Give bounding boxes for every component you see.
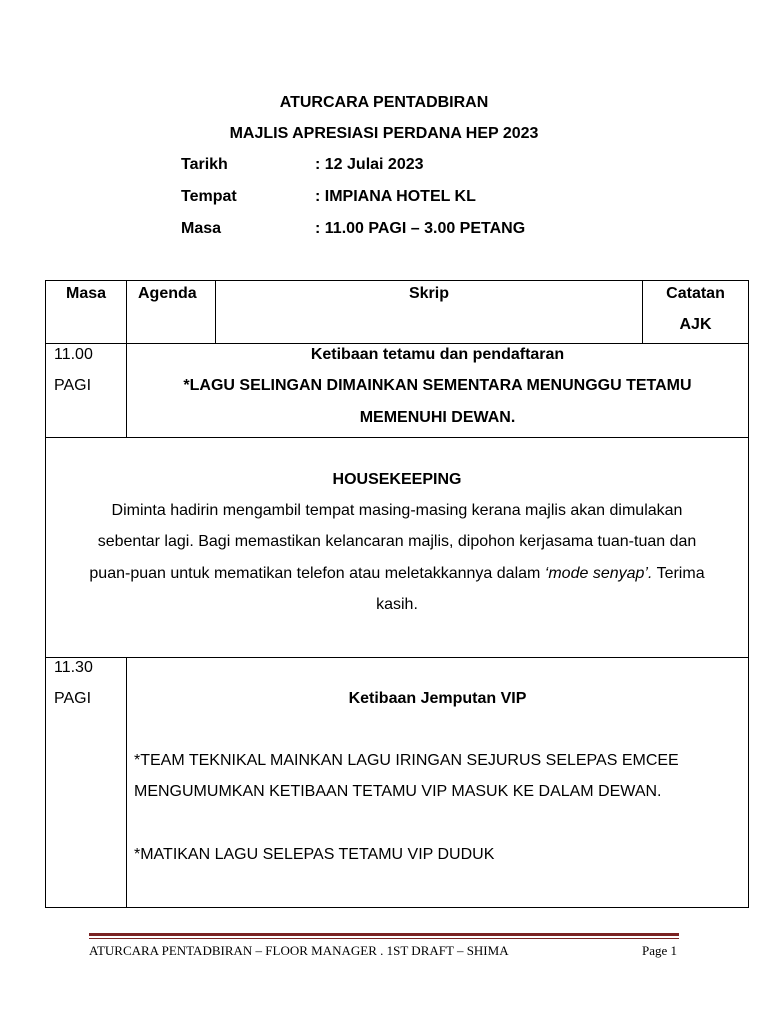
row1-period: PAGI bbox=[54, 377, 92, 394]
venue-label: Tempat bbox=[181, 188, 237, 205]
time-value: : 11.00 PAGI – 3.00 PETANG bbox=[315, 220, 526, 237]
row1-note-line1: *LAGU SELINGAN DIMAINKAN SEMENTARA MENUNGGU TETAMU bbox=[183, 377, 692, 394]
housekeeping-line3: puan-puan untuk mematikan telefon atau meletakkannya dalam ‘mode senyap’. Terima bbox=[89, 565, 705, 582]
housekeeping-line2: sebentar lagi. Bagi memastikan kelancaran majlis, dipohon kerjasama tuan-tuan dan bbox=[97, 533, 697, 550]
row1-time: 11.00 bbox=[54, 346, 93, 363]
row1-heading: Ketibaan tetamu dan pendaftaran bbox=[310, 346, 565, 363]
time-label: Masa bbox=[181, 220, 222, 237]
column-header-catatan: Catatan AJK bbox=[642, 280, 749, 344]
footer-document-label: ATURCARA PENTADBIRAN – FLOOR MANAGER . 1ST DRAFT – SHIMA bbox=[89, 943, 509, 958]
row2-period: PAGI bbox=[54, 690, 92, 707]
column-header-masa: Masa bbox=[45, 280, 126, 344]
row2-time: 11.30 bbox=[54, 659, 93, 676]
date-label: Tarikh bbox=[181, 156, 228, 173]
housekeeping-heading: HOUSEKEEPING bbox=[332, 471, 462, 488]
housekeeping-line1: Diminta hadirin mengambil tempat masing-masing kerana majlis akan dimulakan bbox=[111, 502, 683, 519]
footer-page-number: Page 1 bbox=[641, 943, 677, 958]
housekeeping-line4: kasih. bbox=[376, 596, 418, 613]
venue-value: : IMPIANA HOTEL KL bbox=[315, 188, 476, 205]
document-title: ATURCARA PENTADBIRAN bbox=[279, 94, 489, 111]
row2-note1-line2: MENGUMUMKAN KETIBAAN TETAMU VIP MASUK KE DALAM DEWAN. bbox=[134, 783, 662, 800]
row1-note-line2: MEMENUHI DEWAN. bbox=[359, 409, 516, 426]
row2-heading: Ketibaan Jemputan VIP bbox=[348, 690, 527, 707]
row1-time-cell bbox=[45, 344, 126, 438]
column-header-skrip: Skrip bbox=[215, 280, 642, 344]
row1-content-cell bbox=[126, 344, 749, 438]
row2-content-cell bbox=[126, 658, 749, 908]
mode-senyap-emphasis: ‘mode senyap’. bbox=[544, 565, 653, 582]
date-value: : 12 Julai 2023 bbox=[315, 156, 424, 173]
row2-note2: *MATIKAN LAGU SELEPAS TETAMU VIP DUDUK bbox=[134, 846, 495, 863]
footer-rule-thin bbox=[89, 938, 679, 939]
footer-rule-thick bbox=[89, 933, 679, 936]
column-header-agenda: Agenda bbox=[126, 280, 215, 344]
event-title: MAJLIS APRESIASI PERDANA HEP 2023 bbox=[229, 125, 539, 142]
row2-note1-line1: *TEAM TEKNIKAL MAINKAN LAGU IRINGAN SEJURUS SELEPAS EMCEE bbox=[134, 752, 679, 769]
row2-time-cell bbox=[45, 658, 126, 908]
housekeeping-cell bbox=[45, 438, 749, 658]
